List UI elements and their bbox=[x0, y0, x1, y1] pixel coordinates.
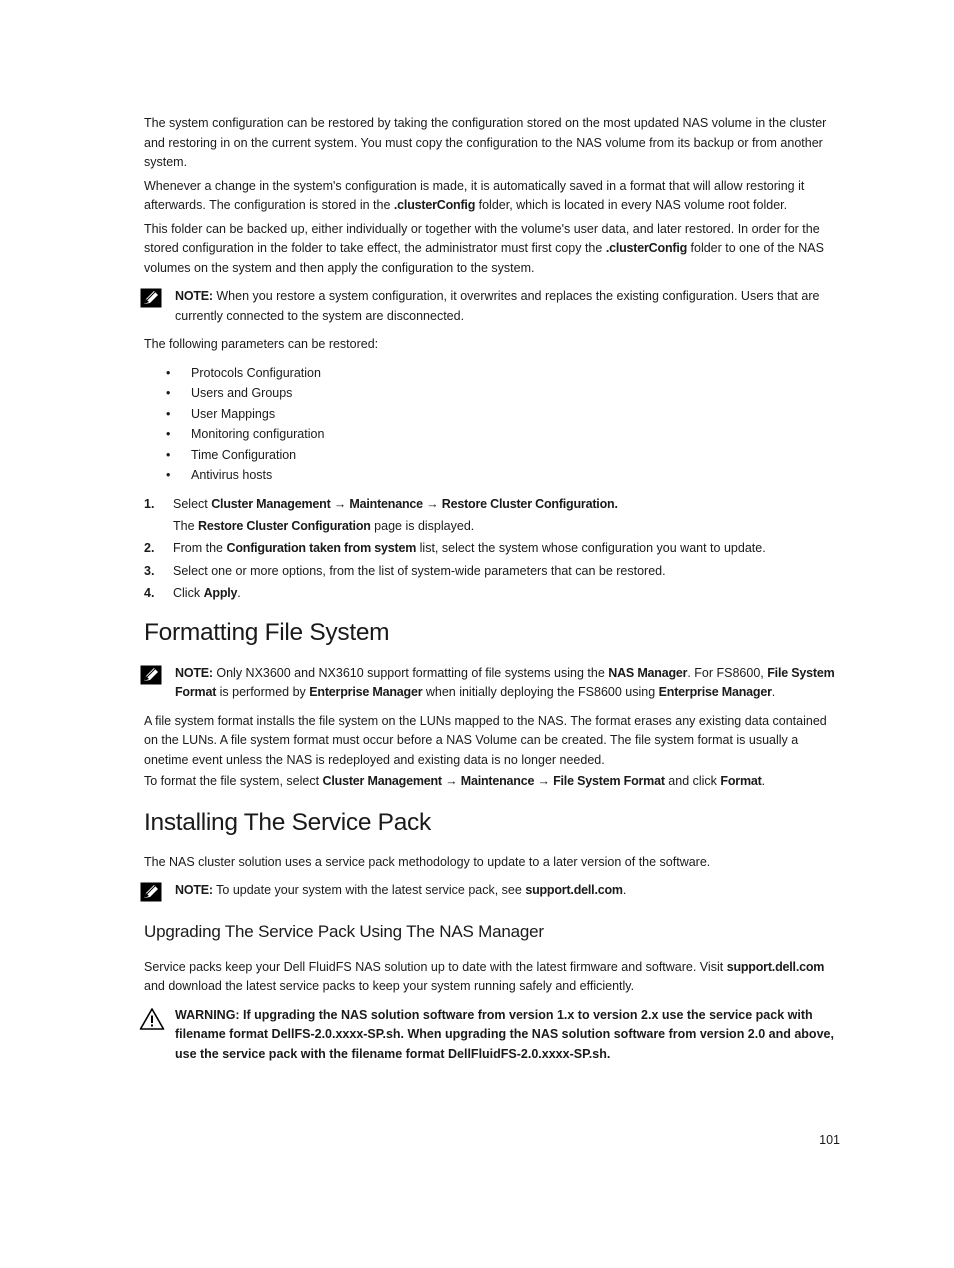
pencil-note-icon bbox=[140, 288, 162, 308]
step-1: 1. Select Cluster Management → Maintenance → Restore Cluster Configuration. The Restore Cluster Configuration page is displayed. bbox=[144, 497, 618, 533]
step-3: 3. Select one or more options, from the list of system-wide parameters that can be restored. bbox=[144, 563, 666, 578]
formatting-paragraph-1: A file system format installs the file system on the LUNs mapped to the NAS. The format erases any existing data contained on the LUNs. A file system format must occur before a NAS Volume can be created. The file system format is usually a onetime event unless the NAS is redeployed and existing data is no longer needed. bbox=[144, 713, 827, 767]
heading-installing-service-pack: Installing The Service Pack bbox=[144, 808, 431, 836]
list-item: • Monitoring configuration bbox=[166, 424, 844, 445]
note-restore bbox=[144, 287, 844, 326]
heading-upgrading-service-pack: Upgrading The Service Pack Using The NAS Manager bbox=[144, 921, 544, 941]
document-page bbox=[144, 114, 844, 1064]
warning-text: WARNING: If upgrading the NAS solution software from version 1.x to version 2.x use the service pack with filename format DellFS-2.0.xxxx-SP.sh. When upgrading the NAS solution software from version 2.0 and above, use the service pack with the filename format DellFluidFS-2.0.xxxx-SP.sh. bbox=[175, 1007, 834, 1061]
menu-path-restore: Cluster Management → Maintenance → Restore Cluster Configuration. bbox=[211, 497, 618, 512]
params-list bbox=[144, 363, 844, 487]
intro-paragraph-2: Whenever a change in the system's configuration is made, it is automatically saved in a format that will allow restoring it afterwards. The configuration is stored in the .clusterConfig folder, which is located in every NAS volume root folder. bbox=[144, 178, 805, 212]
support-link[interactable]: support.dell.com bbox=[525, 883, 623, 898]
steps-list bbox=[144, 495, 844, 604]
params-intro: The following parameters can be restored: bbox=[144, 337, 379, 351]
list-item: • Protocols Configuration bbox=[166, 363, 844, 384]
warning-service-pack bbox=[144, 1006, 844, 1065]
upgrading-paragraph: Service packs keep your Dell FluidFS NAS solution up to date with the latest firmware and software. Visit support.dell.com and download the latest service packs to keep your system running safely and efficiently. bbox=[144, 959, 825, 994]
step-2: 2. From the Configuration taken from system list, select the system whose configuration you want to update. bbox=[144, 541, 766, 556]
list-item: • Time Configuration bbox=[166, 445, 844, 466]
warning-triangle-icon bbox=[139, 1007, 165, 1031]
formatting-paragraph-2: To format the file system, select Cluster Management → Maintenance → File System Format and click Format. bbox=[144, 774, 766, 789]
service-pack-paragraph: The NAS cluster solution uses a service pack methodology to update to a later version of the software. bbox=[144, 854, 711, 869]
pencil-note-icon bbox=[140, 665, 162, 685]
list-item: • Users and Groups bbox=[166, 383, 844, 404]
list-item: • User Mappings bbox=[166, 404, 844, 425]
cluster-config-folder-2: .clusterConfig bbox=[605, 241, 688, 255]
note-label: NOTE: bbox=[175, 289, 213, 303]
heading-formatting-file-system: Formatting File System bbox=[144, 618, 390, 646]
intro-paragraph-3: This folder can be backed up, either individually or together with the volume's user data, and later restored. In order for the stored configuration in the folder to take effect, the administrator must first copy the .clusterConfig folder to one of the NAS volumes on the system and then apply the configuration to the system. bbox=[144, 221, 824, 275]
page-number: 101 bbox=[819, 1133, 840, 1147]
list-item: • Antivirus hosts bbox=[166, 465, 844, 486]
note-formatting: NOTE: Only NX3600 and NX3610 support formatting of file systems using the NAS Manager. For FS8600, File System Format is performed by Enterprise Manager when initially deploying the FS8600 using Enterprise Manager. bbox=[144, 664, 844, 703]
note-service-pack: NOTE: To update your system with the latest service pack, see support.dell.com. bbox=[144, 881, 844, 901]
pencil-note-icon bbox=[140, 882, 162, 902]
cluster-config-folder: .clusterConfig bbox=[393, 198, 476, 212]
support-link-2[interactable]: support.dell.com bbox=[726, 959, 825, 974]
intro-paragraph-1: The system configuration can be restored by taking the configuration stored on the most updated NAS volume in the cluster and restoring in on the current system. You must copy the configuration to the NAS volume from its backup or from another system. bbox=[144, 116, 827, 169]
note-text: When you restore a system configuration, it overwrites and replaces the existing configuration. Users that are currently connected to the system are disconnected. bbox=[175, 289, 820, 323]
step-4: 4. Click Apply. bbox=[144, 586, 241, 601]
